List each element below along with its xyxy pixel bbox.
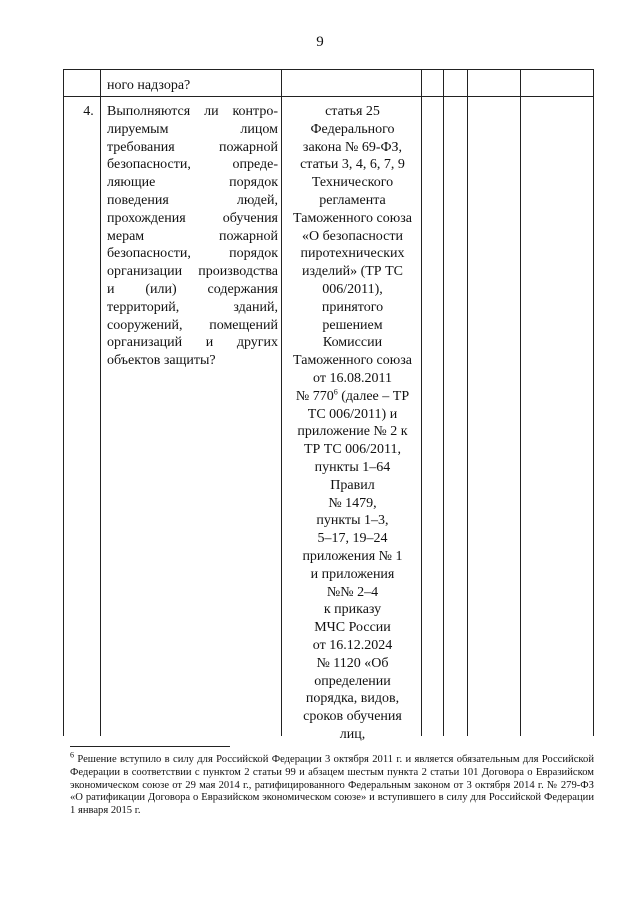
question-continuation: ного надзора? (107, 78, 191, 93)
question-line: территорий, зданий, (107, 299, 278, 315)
footnote-marker: 6 (333, 387, 338, 397)
reference-line: МЧС России (314, 620, 391, 636)
reference-line: и приложения (310, 566, 395, 582)
reference-line: регламента (319, 192, 386, 208)
reference-line: пункты 1–3, (316, 513, 389, 529)
reference-line: №№ 2–4 (326, 584, 379, 600)
reference-line: статья 25 (325, 104, 380, 119)
reference-line: приложения № 1 (302, 548, 403, 564)
col-divider-yes (443, 69, 444, 736)
reference-line: лиц, (339, 726, 366, 742)
question-line: сооружений, помещений (107, 317, 278, 333)
footnote-separator (70, 746, 230, 747)
reference-line: Таможенного союза (293, 210, 412, 226)
reference-line: ТС 006/2011) и (307, 406, 398, 422)
reference-line-with-footnote (285, 388, 420, 406)
legal-reference (285, 103, 420, 744)
reference-line: порядка, видов, (305, 691, 400, 707)
reference-line: «О безопасности (302, 228, 403, 244)
reference-line: приложение № 2 к (297, 424, 408, 440)
reference-line: Технического (311, 175, 394, 191)
question-text (107, 103, 278, 370)
reference-line: Федерального (310, 121, 395, 137)
reference-line: решением (322, 317, 383, 333)
reference-line: № 1120 «Об (316, 655, 389, 671)
col-divider-no (467, 69, 468, 736)
question-line: ляющие порядок (107, 175, 278, 191)
question-line: и (или) содержания (107, 281, 278, 297)
question-line: Выполняются ли контро- (107, 104, 278, 119)
reference-line: пиротехнических (300, 246, 405, 262)
reference-line: 006/2011), (322, 281, 383, 297)
table-border-top (63, 69, 594, 70)
question-line: организаций и других (107, 335, 278, 351)
reference-line: Комиссии (322, 335, 383, 351)
table-row-divider (63, 96, 594, 97)
col-divider-na (520, 69, 521, 736)
reference-line: ТР ТС 006/2011, (303, 442, 402, 458)
reference-line: принятого (321, 299, 384, 315)
row-number: 4. (83, 104, 94, 119)
reference-line: определении (314, 673, 391, 689)
reference-line: к приказу (323, 602, 382, 618)
col-divider-question (281, 69, 282, 736)
question-line: поведения людей, (107, 192, 278, 208)
question-line: организации производства (107, 264, 278, 280)
reference-line: сроков обучения (303, 709, 402, 725)
question-line: лируемым лицом (107, 121, 278, 137)
footnote-text: Решение вступило в силу для Российской Федерации 3 октября 2011 г. и является обязательным для Российской Федерации в соответствии с пунктом 2 статьи 99 и абзацем шестым пункта 2 статьи 101 Договора о Евразийском экономическом союзе от 29 мая 2014 г., ратифицированного Федеральным законом от 3 октября 2014 г. № 279-ФЗ «О ратификации Договора о Евразийском экономическом союзе» и вступившего в силу для Российской Федерации 1 января 2015 г. (70, 754, 594, 817)
reference-line: Правил (330, 477, 375, 493)
footnote (70, 750, 594, 818)
reference-line: изделий» (ТР ТС (302, 264, 403, 280)
reference-line: № 1479, (328, 495, 377, 511)
question-line: безопасности, опреде- (107, 157, 278, 173)
col-divider-number (100, 69, 101, 736)
reference-line: Таможенного союза (293, 353, 412, 369)
reference-line-text: № 770 (295, 388, 334, 404)
question-line: объектов защиты? (107, 353, 216, 369)
question-line: требования пожарной (107, 139, 278, 155)
reference-line: от 16.08.2011 (313, 370, 392, 386)
question-line: безопасности, порядок (107, 246, 278, 262)
col-divider-reference (421, 69, 422, 736)
question-line: мерам пожарной (107, 228, 278, 244)
footnote-number: 6 (70, 750, 74, 760)
reference-line: 5–17, 19–24 (317, 531, 388, 547)
reference-line: закона № 69-ФЗ, (302, 139, 403, 155)
reference-line: от 16.12.2024 (312, 637, 393, 653)
reference-line: статьи 3, 4, 6, 7, 9 (300, 157, 405, 173)
reference-line-text: (далее – ТР (337, 388, 410, 404)
reference-line: пункты 1–64 (314, 459, 391, 475)
table-border-right (593, 69, 594, 736)
question-line: прохождения обучения (107, 210, 278, 226)
page-number: 9 (316, 34, 324, 50)
table-border-left (63, 69, 64, 736)
